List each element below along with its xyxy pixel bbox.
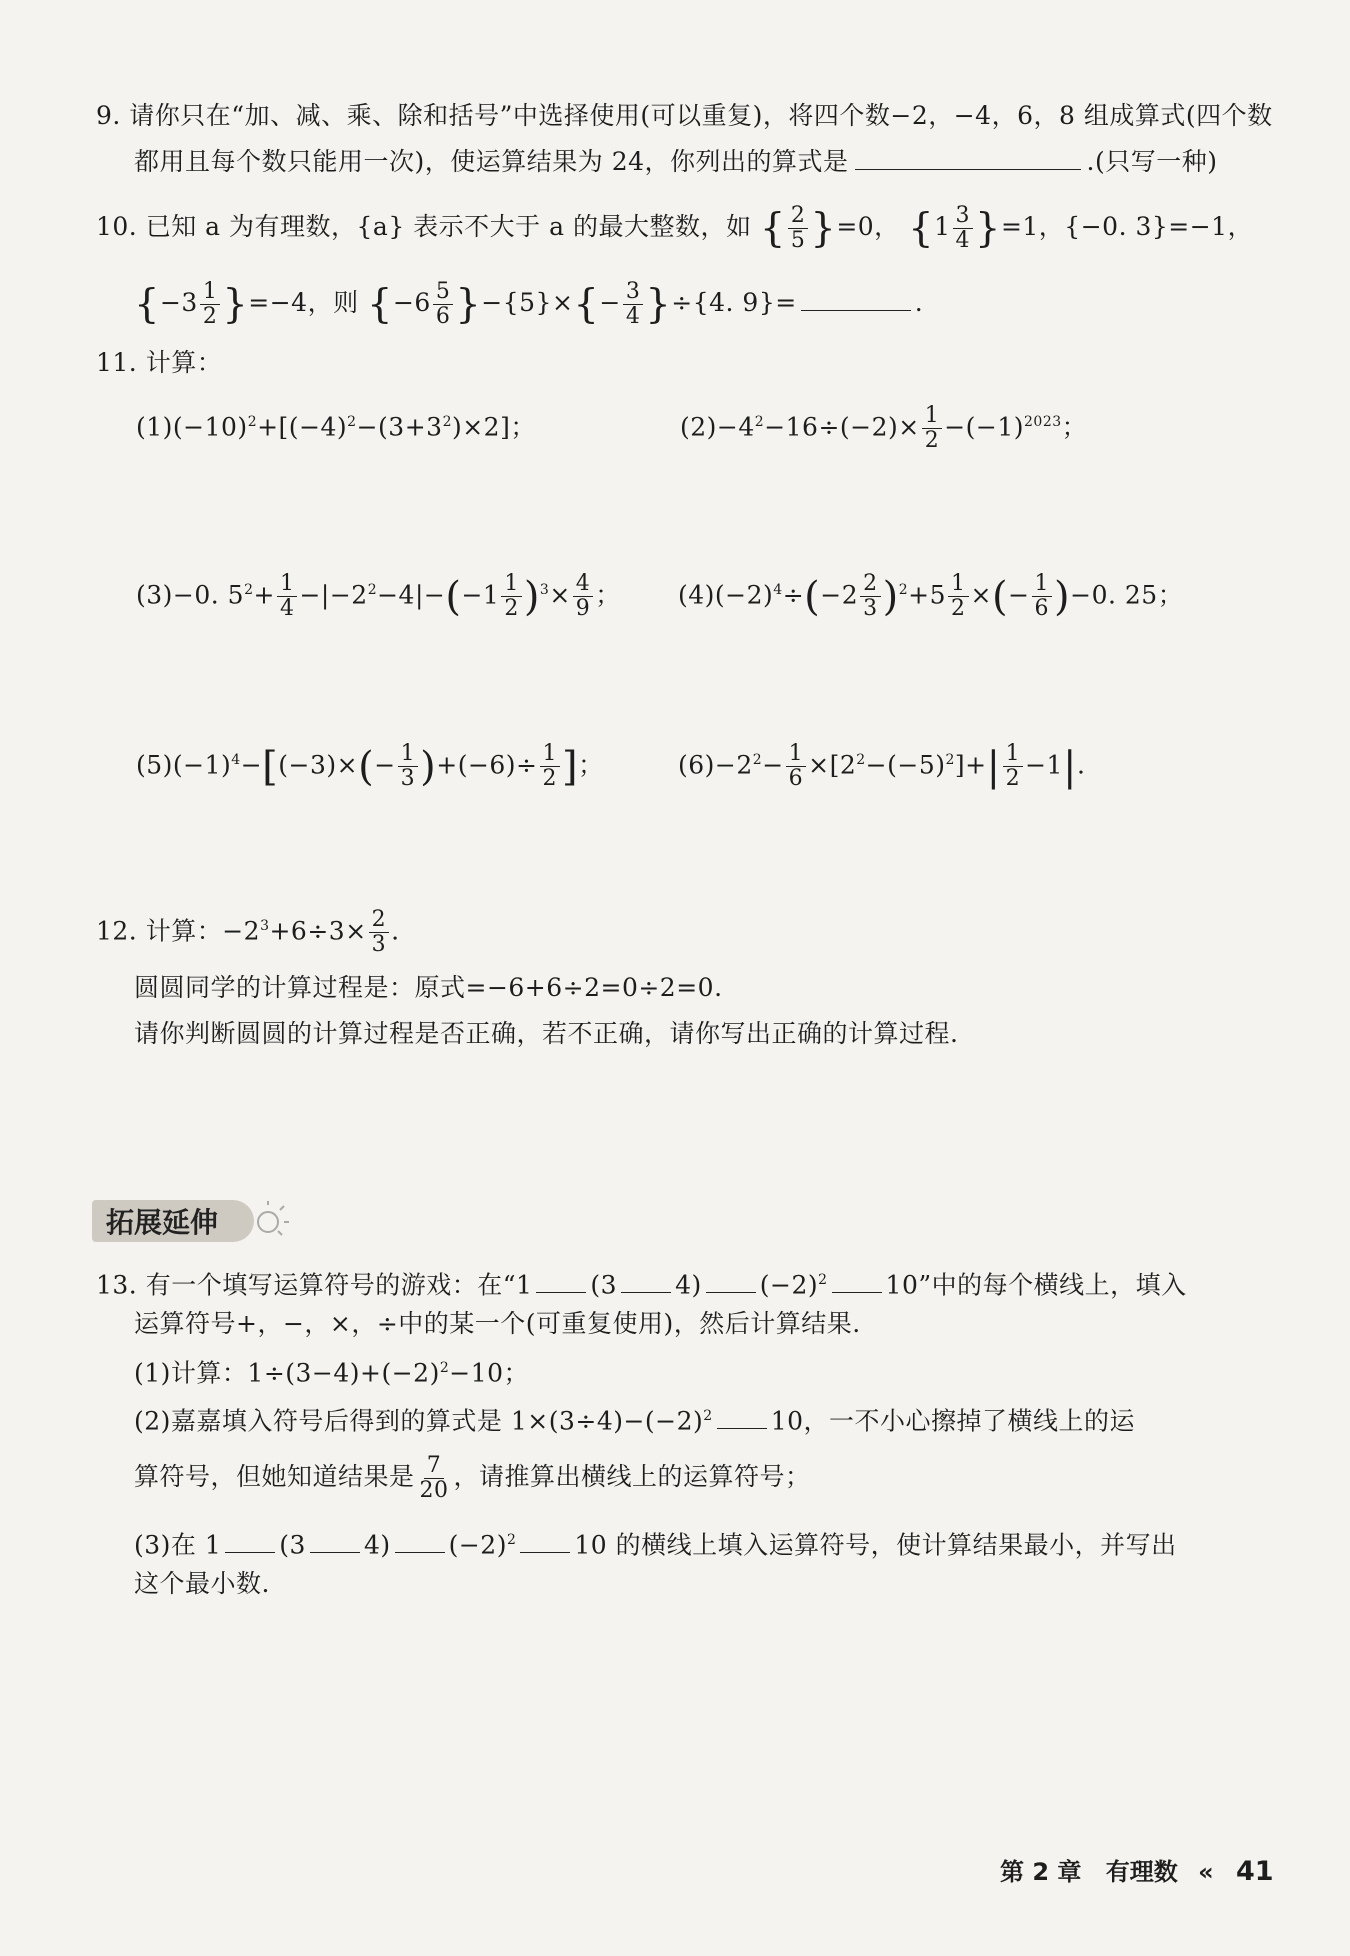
q13-part3-line2: 这个最小数. bbox=[134, 1569, 270, 1598]
operator-blank[interactable] bbox=[225, 1526, 275, 1553]
operator-blank[interactable] bbox=[536, 1266, 586, 1293]
q11-title: 11. 计算： bbox=[96, 348, 223, 377]
fraction: $\frac{3}{4}$ bbox=[623, 280, 644, 329]
fraction: $\frac{7}{20}$ bbox=[419, 1453, 449, 1503]
fraction: $\frac{1}{2}$ bbox=[501, 572, 522, 621]
fraction: $\frac{1}{6}$ bbox=[786, 742, 807, 791]
q13-part2-line1: (2)嘉嘉填入符号后得到的算式是 $1\times(3\div 4)-(-2)^2$ 10，一不小心擦掉了横线上的运 bbox=[134, 1396, 1135, 1441]
operator-blank[interactable] bbox=[832, 1266, 882, 1293]
fraction: $\frac{1}{3}$ bbox=[398, 742, 419, 791]
q11-part1: $(1)(-10)^2+[(-4)^2-(3+3^2)\times 2]$； bbox=[136, 412, 536, 442]
operator-blank[interactable] bbox=[520, 1526, 570, 1553]
q9-line2: 都用且每个数只能用一次)，使运算结果为 24，你列出的算式是 .(只写一种) bbox=[134, 142, 1217, 182]
fraction: $\frac{4}{9}$ bbox=[573, 572, 594, 621]
q12-line2: 圆圆同学的计算过程是：原式=−6+6÷2=0÷2=0. bbox=[134, 973, 723, 1002]
operator-blank[interactable] bbox=[395, 1526, 445, 1553]
section-header bbox=[92, 1196, 282, 1246]
q9-line1: 9. 请你只在“加、减、乘、除和括号”中选择使用(可以重复)，将四个数−2，−4，6，8 组成算式(四个数 bbox=[96, 101, 1273, 130]
double-chevron-left-icon: « bbox=[1198, 1858, 1214, 1886]
lightbulb-icon bbox=[250, 1200, 290, 1242]
fraction: $\frac{1}{2}$ bbox=[948, 572, 969, 621]
operator-blank[interactable] bbox=[706, 1266, 756, 1293]
q10-line1: 10. 已知 a 为有理数，{a} 表示不大于 a 的最大整数，如 { $\frac{2}{5}$ }=0， {1 $\frac{3}{4}$ }=1，{−0. 3}=−1， bbox=[96, 203, 1254, 253]
page-footer bbox=[1000, 1852, 1274, 1887]
fraction: $\frac{1}{4}$ bbox=[277, 572, 298, 621]
fraction: $\frac{2}{3}$ bbox=[369, 908, 390, 957]
answer-blank[interactable] bbox=[801, 284, 911, 311]
fraction: $\frac{1}{2}$ bbox=[200, 280, 221, 329]
fraction: $\frac{5}{6}$ bbox=[433, 280, 454, 329]
section-title: 拓展延伸 bbox=[106, 1206, 219, 1239]
q13-line1: 13. 有一个填写运算符号的游戏：在“1 (3 4) $(-2)^2$ 10”中的每个横线上，填入 bbox=[96, 1260, 1187, 1305]
fraction: $\frac{2}{5}$ bbox=[788, 204, 809, 253]
q12-line3: 请你判断圆圆的计算过程是否正确，若不正确，请你写出正确的计算过程. bbox=[134, 1019, 959, 1048]
q13-part3-line1: (3)在 1 (3 4) $(-2)^2$ 10 的横线上填入运算符号，使计算结果最小，并写出 bbox=[134, 1520, 1177, 1565]
chapter-label: 第 2 章 bbox=[1000, 1858, 1082, 1886]
q13-part1: (1)计算：$1\div(3-4)+(-2)^2-10$； bbox=[134, 1358, 530, 1388]
operator-blank[interactable] bbox=[310, 1526, 360, 1553]
q12-line1: 12. 计算：$-2^3+6\div 3\times$ $\frac{2}{3}$ . bbox=[96, 907, 400, 958]
fraction: $\frac{1}{6}$ bbox=[1032, 572, 1053, 621]
q11-part2: $(2)-4^2-16\div(-2)\times$ $\frac{1}{2}$ $-(-1)^{2023}$； bbox=[680, 403, 1088, 454]
q11-part3: (3)−0. $5^2+$ $\frac{1}{4}$ $-|-2^2-4|-(-1$ $\frac{1}{2}$ )$^3$× $\frac{4}{9}$ ； bbox=[136, 571, 621, 622]
q13-line2: 运算符号+，−，×，÷中的某一个(可重复使用)，然后计算结果. bbox=[134, 1309, 861, 1338]
q11-part5: $(5)(-1)^4-[(-3)\times(-$ $\frac{1}{3}$ )+(−6)÷ $\frac{1}{2}$ ]； bbox=[136, 741, 604, 792]
fraction: $\frac{1}{2}$ bbox=[1003, 742, 1024, 791]
page-number: 41 bbox=[1236, 1856, 1274, 1887]
answer-blank[interactable] bbox=[855, 143, 1081, 170]
chapter-title: 有理数 bbox=[1105, 1858, 1178, 1886]
operator-blank[interactable] bbox=[621, 1266, 671, 1293]
q13-part2-line2: 算符号，但她知道结果是 $\frac{7}{20}$ ，请推算出横线上的运算符号； bbox=[134, 1453, 811, 1503]
q10-line2: {−3 $\frac{1}{2}$ }=−4，则 {−6 $\frac{5}{6}$ }−{5}×{− $\frac{3}{4}$ }÷{4. 9}= . bbox=[134, 279, 924, 329]
q11-part6: $(6)-2^2-$ $\frac{1}{6}$ $\times[2^2-(-5)^2]+|$ $\frac{1}{2}$ −1|. bbox=[678, 741, 1086, 792]
fraction: $\frac{1}{2}$ bbox=[922, 404, 943, 453]
fraction: $\frac{2}{3}$ bbox=[860, 572, 881, 621]
operator-blank[interactable] bbox=[717, 1402, 767, 1429]
fraction: $\frac{3}{4}$ bbox=[953, 204, 974, 253]
q11-part4: $(4)(-2)^4\div(-2$ $\frac{2}{3}$ )$^2$+5 $\frac{1}{2}$ ×(− $\frac{1}{6}$ )−0. 25； bbox=[678, 571, 1184, 622]
fraction: $\frac{1}{2}$ bbox=[540, 742, 561, 791]
